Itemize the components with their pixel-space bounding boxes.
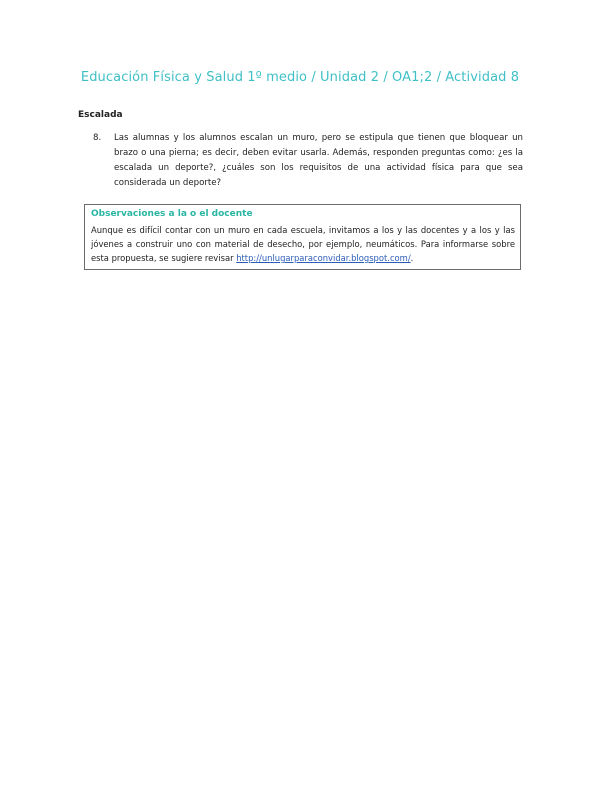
observations-text-body: Aunque es difícil contar con un muro en cada escuela, invitamos a los y las docentes y a los y las jóvenes a construir uno con material de desecho, por ejemplo, neumáticos. Para informarse sobre esta propuesta, se sugiere revisar: [91, 225, 515, 263]
observations-text-end: .: [410, 253, 414, 263]
observations-text: [91, 223, 515, 265]
observations-title: Observaciones a la o el docente: [91, 209, 253, 219]
activity-text: Las alumnas y los alumnos escalan un muro, pero se estipula que tienen que bloquear un brazo o una pierna; es decir, deben evitar usarla. Además, responden preguntas como: ¿es la escalada un deporte?, ¿cuáles son los requisitos de una actividad física para que sea considerada un deporte?: [114, 133, 523, 188]
section-title: Escalada: [78, 110, 123, 120]
activity-number: 8.: [93, 133, 102, 143]
activity-item: [93, 131, 523, 191]
page-header: Educación Física y Salud 1º medio / Unidad 2 / OA1;2 / Actividad 8: [80, 70, 520, 85]
blog-link[interactable]: http://unlugarparaconvidar.blogspot.com/: [236, 253, 411, 263]
observations-box: [84, 204, 521, 270]
